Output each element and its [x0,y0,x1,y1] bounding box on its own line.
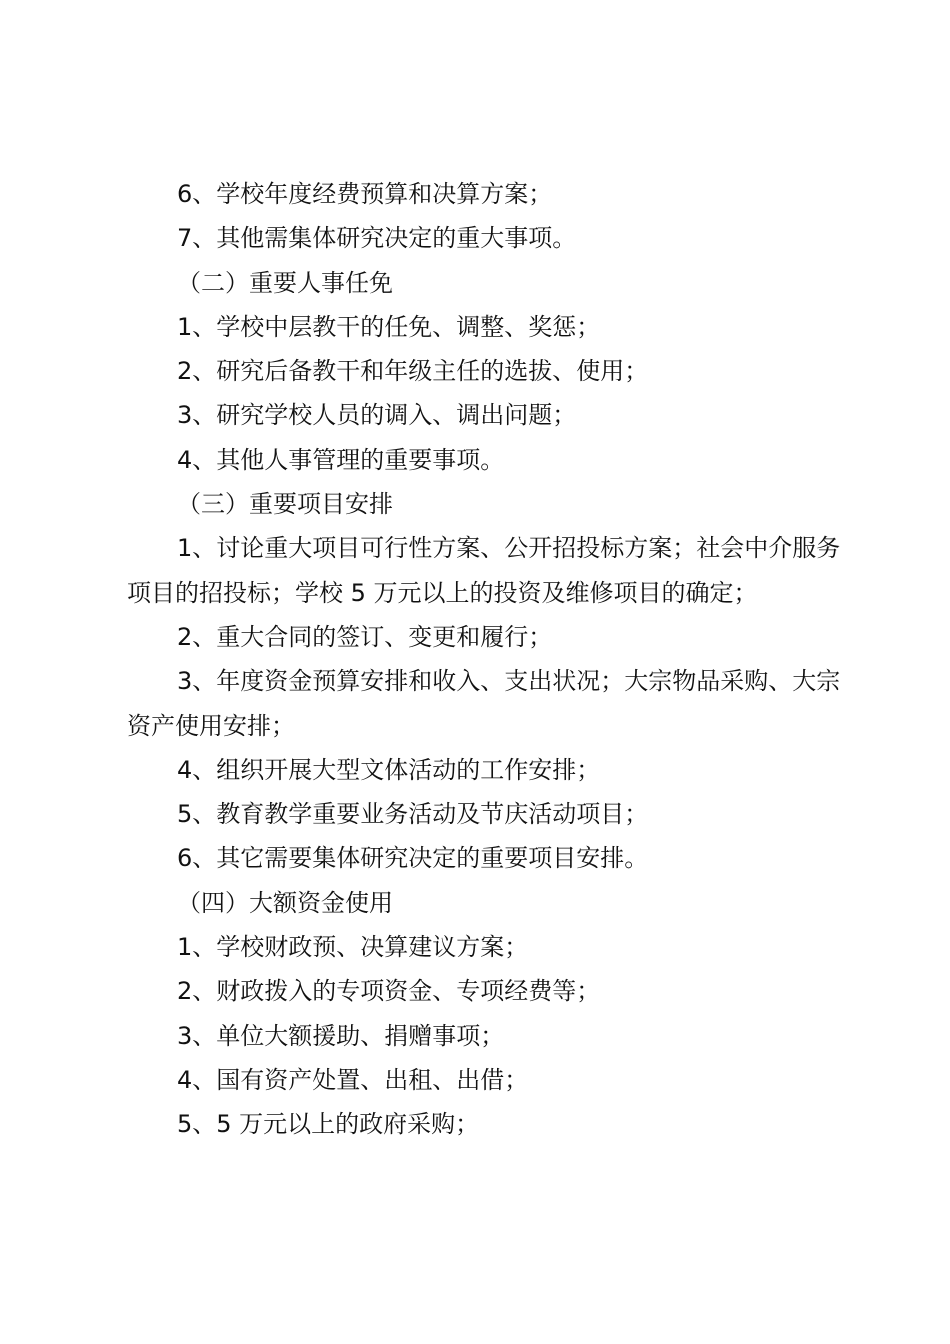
list-item: 6、学校年度经费预算和决算方案； [177,180,553,208]
list-item: 4、组织开展大型文体活动的工作安排； [177,755,601,784]
list-item: 3、年度资金预算安排和收入、支出状况；大宗物品采购、大宗资产使用安排； [127,667,841,740]
list-item: 1、讨论重大项目可行性方案、公开招投标方案；社会中介服务项目的招投标；学校 5 万元以上的投资及维修项目的确定； [127,534,841,607]
list-item: 4、国有资产处置、出租、出借； [177,1065,529,1094]
list-item: 2、重大合同的签订、变更和履行； [177,622,553,651]
list-item: 2、财政拨入的专项资金、专项经费等； [177,977,601,1006]
section-heading: （二）重要人事任免 [177,268,393,297]
section-heading: （三）重要项目安排 [177,490,393,519]
document-body [127,172,847,1147]
list-item: 4、其他人事管理的重要事项。 [177,445,505,474]
list-item: 6、其它需要集体研究决定的重要项目安排。 [177,844,649,873]
list-item: 2、研究后备教干和年级主任的选拔、使用； [177,357,649,386]
list-item: 1、学校中层教干的任免、调整、奖惩； [177,312,601,341]
list-item: 1、学校财政预、决算建议方案； [177,933,529,962]
list-item: 5、5 万元以上的政府采购； [177,1110,480,1139]
list-item: 5、教育教学重要业务活动及节庆活动项目； [177,800,649,829]
list-item: 3、研究学校人员的调入、调出问题； [177,401,577,430]
section-heading: （四）大额资金使用 [177,888,393,917]
list-item: 3、单位大额援助、捐赠事项； [177,1021,505,1050]
list-item: 7、其他需集体研究决定的重大事项。 [177,224,577,253]
